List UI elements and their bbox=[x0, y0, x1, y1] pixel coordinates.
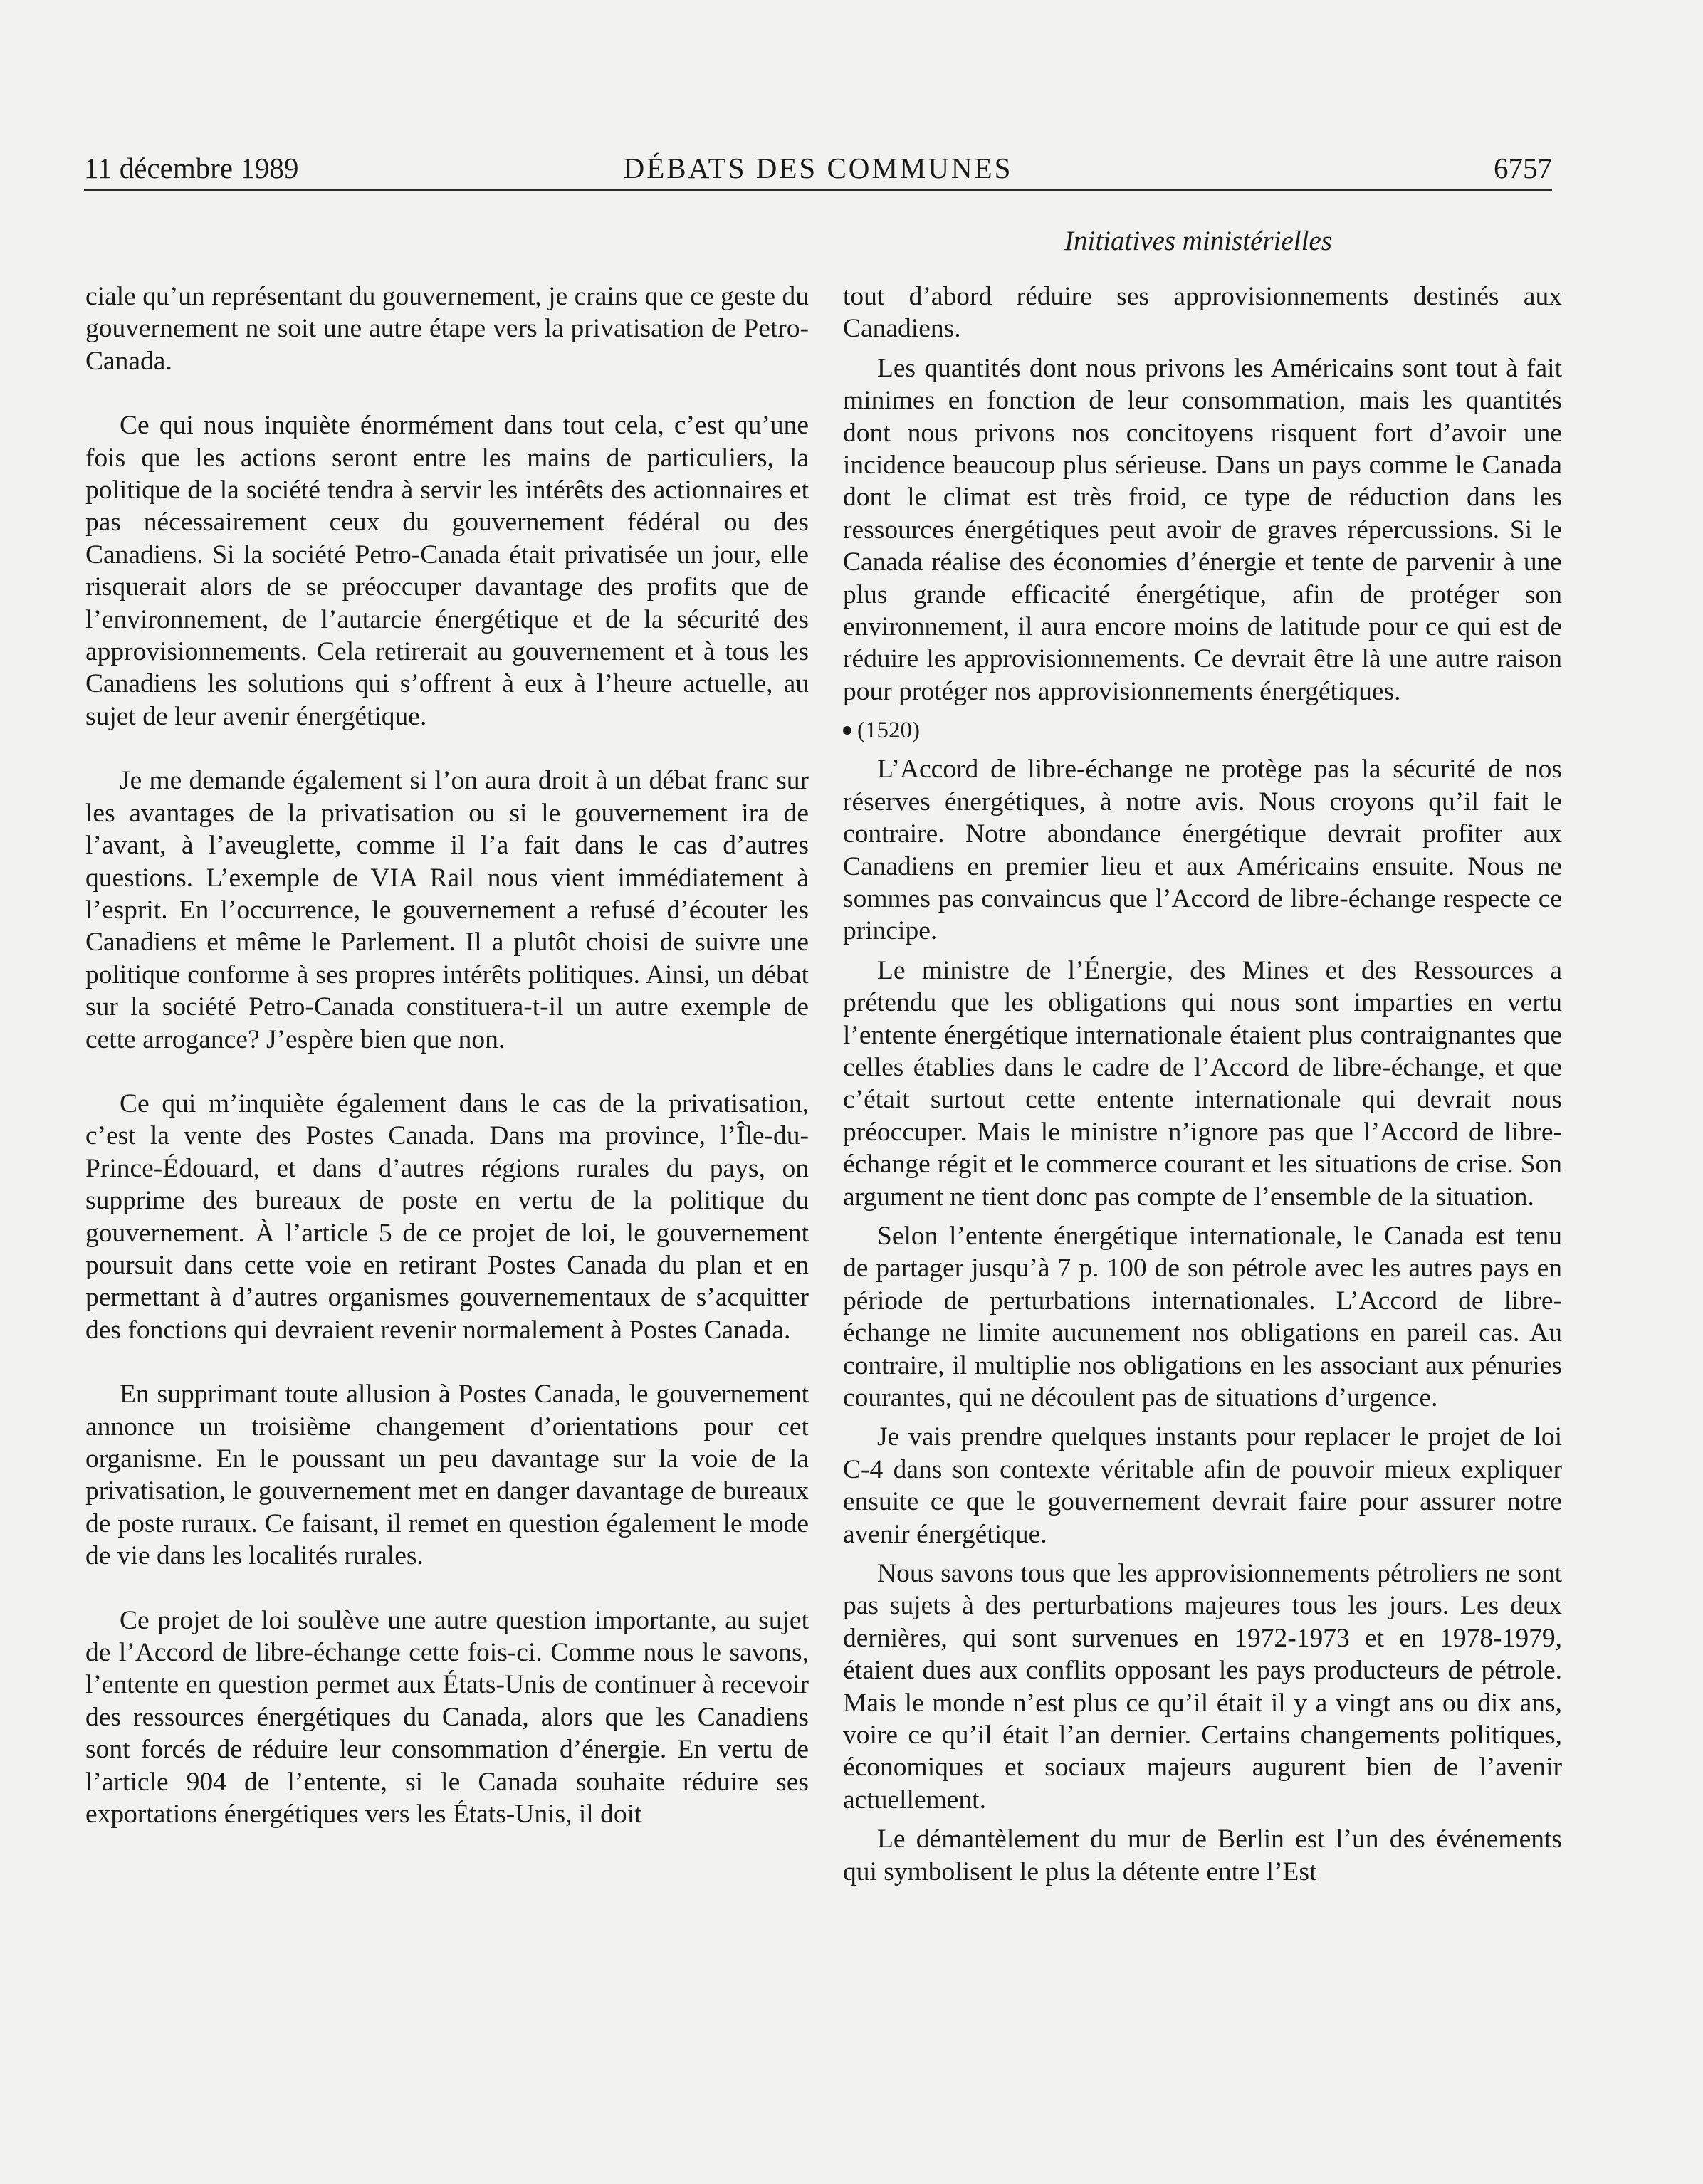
timestamp-text: (1520) bbox=[857, 718, 920, 744]
bullet-icon bbox=[843, 726, 852, 735]
timestamp-marker bbox=[843, 715, 1562, 746]
paragraph: Le ministre de l’Énergie, des Mines et des Ressources a prétendu que les obligations qui nous sont imparties en vertu l’entente énergétique internationale étaient plus contraignantes que celles établies dans le cadre de l’Accord de libre-échange, et que c’était surtout cette entente internationale qui devrait nous préoccuper. Mais le ministre n’ignore pas que l’Accord de libre-échange régit et le commerce courant et les situations de crise. Son argument ne tient donc pas compte de l’ensemble de la situation. bbox=[843, 955, 1562, 1212]
paragraph: Ce projet de loi soulève une autre question importante, au sujet de l’Accord de libre-échange cette fois-ci. Comme nous le savons, l’entente en question permet aux États-Unis de continuer à recevoir des ressources énergétiques du Canada, alors que les Canadiens sont forcés de réduire leur consommation d’énergie. En vertu de l’article 904 de l’entente, si le Canada souhaite réduire ses exportations énergétiques vers les États-Unis, il doit bbox=[85, 1605, 809, 1829]
paragraph: Les quantités dont nous privons les Américains sont tout à fait minimes en fonction de leur consommation, mais les quantités dont nous privons nos concitoyens risquent fort d’avoir une incidence beaucoup plus sérieuse. Dans un pays comme le Canada dont le climat est très froid, ce type de réduction dans les ressources énergétiques peut avoir de graves répercussions. Si le Canada réalise des économies d’énergie et tente de parvenir à une plus grande efficacité énergétique, afin de protéger son environnement, il aura encore moins de latitude pour ce qui est de réduire les approvisionnements. Ce devrait être là une autre raison pour protéger nos approvisionnements énergétiques. bbox=[843, 353, 1562, 706]
paragraph: Nous savons tous que les approvisionnements pétroliers ne sont pas sujets à des perturbations majeures tous les jours. Les deux dernières, qui sont survenues en 1972-1973 et en 1978-1979, étaient dues aux conflits opposant les pays producteurs de pétrole. Mais le monde n’est plus ce qu’il était il y a vingt ans ou dix ans, voire ce qu’il était l’an dernier. Certains changements politiques, économiques et sociaux majeurs augurent bien de l’avenir actuellement. bbox=[843, 1559, 1562, 1815]
paragraph: Ce qui m’inquiète également dans le cas de la privatisation, c’est la vente des Postes Canada. Dans ma province, l’Île-du-Prince-Édouard, et dans d’autres régions rurales du pays, on supprime des bureaux de poste en vertu de la politique du gouvernement. À l’article 5 de ce projet de loi, le gouvernement poursuit dans cette voie en retirant Postes Canada du plan et en permettant à d’autres organismes gouvernementaux de s’acquitter des fonctions qui devraient revenir normalement à Postes Canada. bbox=[85, 1088, 809, 1345]
header-journal-title: DÉBATS DES COMMUNES bbox=[623, 152, 1013, 184]
header-date: 11 décembre 1989 bbox=[84, 152, 299, 184]
paragraph: Ce qui nous inquiète énormément dans tout cela, c’est qu’une fois que les actions seront entre les mains de particuliers, la politique de la société tendra à servir les intérêts des actionnaires et pas nécessairement ceux du gouvernement fédéral ou des Canadiens. Si la société Petro-Canada était privatisée un jour, elle risquerait alors de se préoccuper davantage des profits que de l’environnement, de l’autarcie énergétique et de la sécurité des approvisionnements. Cela retirerait au gouvernement et à tous les Canadiens les solutions qui s’offrent à eux à l’heure actuelle, au sujet de leur avenir énergétique. bbox=[85, 411, 809, 731]
header-page-number: 6757 bbox=[1494, 152, 1552, 184]
left-column bbox=[85, 280, 809, 1862]
paragraph: Je me demande également si l’on aura droit à un débat franc sur les avantages de la privatisation ou si le gouvernement ira de l’avant, à l’aveuglette, comme il l’a fait dans le cas d’autres questions. L’exemple de VIA Rail nous vient immédiatement à l’esprit. En l’occurrence, le gouvernement a refusé d’écouter les Canadiens et même le Parlement. Il a plutôt choisi de suivre une politique conforme à ses propres intérêts politiques. Ainsi, un débat sur la société Petro-Canada constituera-t-il un autre exemple de cette arrogance? J’espère bien que non. bbox=[85, 766, 809, 1054]
paragraph: L’Accord de libre-échange ne protège pas la sécurité de nos réserves énergétiques, à notre avis. Nous croyons qu’il fait le contraire. Notre abondance énergétique devrait profiter aux Canadiens en premier lieu et aux Américains ensuite. Nous ne sommes pas convaincus que l’Accord de libre-échange respecte ce principe. bbox=[843, 755, 1562, 946]
paragraph: Selon l’entente énergétique internationale, le Canada est tenu de partager jusqu’à 7 p. 100 de son pétrole avec les autres pays en période de perturbations internationales. L’Accord de libre-échange ne limite aucunement nos obligations en pareil cas. Au contraire, il multiplie nos obligations en les associant aux pénuries courantes, qui ne découlent pas de situations d’urgence. bbox=[843, 1221, 1562, 1412]
paragraph: tout d’abord réduire ses approvisionnements destinés aux Canadiens. bbox=[843, 282, 1562, 344]
right-column bbox=[843, 280, 1562, 1895]
paragraph: ciale qu’un représentant du gouvernement, je crains que ce geste du gouvernement ne soit une autre étape vers la privatisation de Petro-Canada. bbox=[85, 282, 809, 376]
paragraph: En supprimant toute allusion à Postes Canada, le gouvernement annonce un troisième changement d’orientations pour cet organisme. En le poussant un peu davantage sur la voie de la privatisation, le gouvernement met en danger davantage de bureaux de poste ruraux. Ce faisant, il remet en question également le mode de vie dans les localités rurales. bbox=[85, 1380, 809, 1571]
section-label: Initiatives ministérielles bbox=[1064, 226, 1332, 256]
paragraph: Le démantèlement du mur de Berlin est l’un des événements qui symbolisent le plus la détente entre l’Est bbox=[843, 1825, 1562, 1886]
page-header bbox=[84, 147, 1552, 191]
paragraph: Je vais prendre quelques instants pour replacer le projet de loi C-4 dans son contexte véritable afin de pouvoir mieux expliquer ensuite ce que le gouvernement devrait faire pour assurer notre avenir énergétique. bbox=[843, 1422, 1562, 1549]
